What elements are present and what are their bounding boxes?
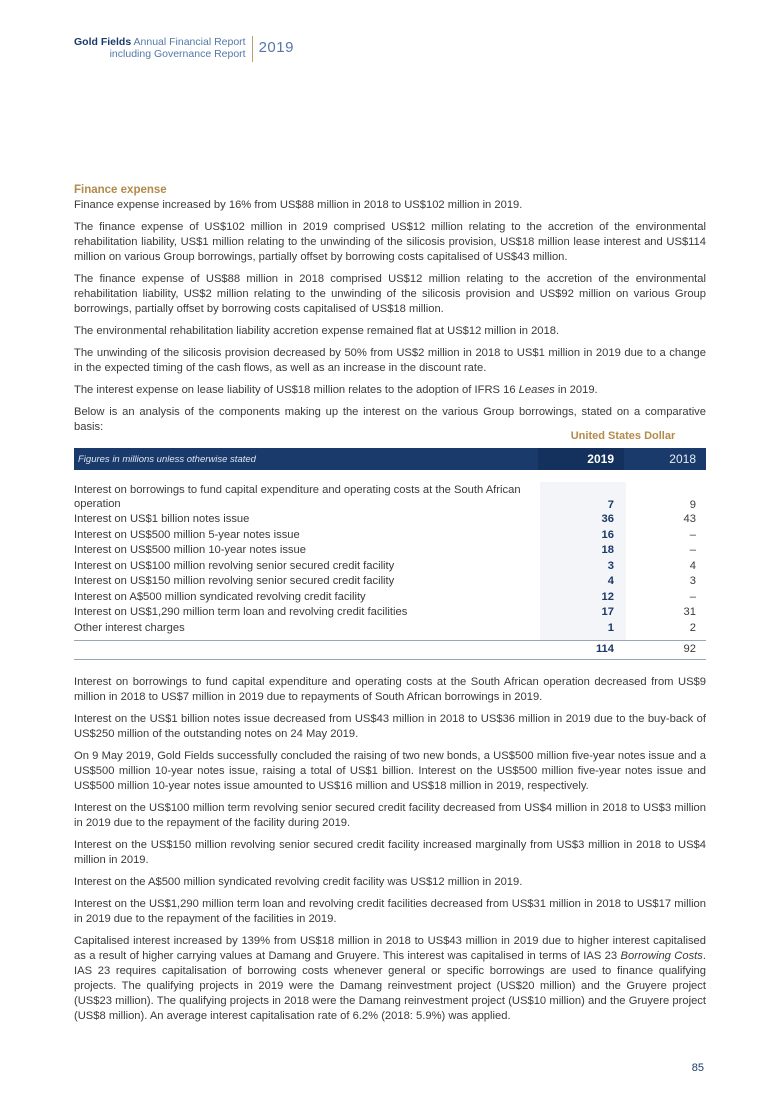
lease-text-pre: The interest expense on lease liability of US$18 million relates to the adoption of IFRS 16 — [74, 384, 519, 396]
paragraph-lease — [74, 383, 706, 398]
paragraph: Interest on the US$1 billion notes issue decreased from US$43 million in 2018 to US$36 million in 2019 due to the buy-back of US$250 million of the outstanding notes on 24 May 2019. — [74, 713, 706, 740]
paragraph: Finance expense increased by 16% from US$88 million in 2018 to US$102 million in 2019. — [74, 199, 523, 211]
row-description: Other interest charges — [74, 621, 185, 634]
value-2019: 16 — [601, 528, 614, 541]
row-description: Interest on US$100 million revolving senior secured credit facility — [74, 559, 395, 572]
table-row — [74, 528, 706, 544]
column-2019: 2019 — [587, 452, 614, 466]
table-row — [74, 512, 706, 528]
value-2018: 4 — [689, 559, 696, 572]
table-header-label: Figures in millions unless otherwise stated — [78, 454, 256, 465]
value-2019: 18 — [601, 544, 614, 556]
report-title — [74, 36, 246, 60]
table-header — [74, 448, 706, 470]
row-description: Interest on US$500 million 10-year notes issue — [74, 544, 306, 556]
cap-italic: Borrowing Costs — [620, 950, 703, 962]
lease-text-post: in 2019. — [554, 384, 598, 396]
paragraph: On 9 May 2019, Gold Fields successfully concluded the raising of two new bonds, a US$500 million five-year notes issue and a US$500 million 10-year notes issue, raising a total of US$1 billion. Interest on the US$500 million five-year notes issue and US$500 million 10-year notes issue amounted to US$16 million and US$18 million in 2019, respectively. — [74, 750, 706, 792]
paragraph: Interest on borrowings to fund capital expenditure and operating costs at the South African operation decreased from US$9 million in 2018 to US$7 million in 2019 due to repayments of South African borrowings in 2019. — [74, 676, 706, 703]
value-2019: 17 — [601, 606, 614, 618]
table-row — [74, 605, 706, 621]
value-2019: 4 — [607, 575, 614, 587]
finance-expense-section — [74, 183, 706, 442]
paragraph-capitalised-interest — [74, 934, 706, 1024]
header-divider — [252, 36, 253, 62]
value-2018: 31 — [683, 606, 696, 618]
interest-table — [74, 483, 706, 636]
paragraph: The unwinding of the silicosis provision decreased by 50% from US$2 million in 2018 to US$1 million in 2019 due to a change in the expected timing of the cash flows, as well as an increase in the discount rate. — [74, 347, 706, 374]
row-description: Interest on US$1,290 million term loan and revolving credit facilities — [74, 606, 408, 618]
row-description: Interest on A$500 million syndicated revolving credit facility — [74, 590, 366, 603]
table-row — [74, 483, 706, 512]
report-header — [74, 36, 294, 62]
value-2018: – — [689, 590, 696, 603]
value-2019: 7 — [607, 499, 614, 511]
paragraph: Interest on the US$100 million term revolving senior secured credit facility decreased from US$4 million in 2018 to US$3 million in 2019 due to the repayment of the facility during 2019. — [74, 802, 706, 829]
value-2018: – — [689, 528, 696, 541]
row-description: Interest on borrowings to fund capital expenditure and operating costs at the South African operation — [74, 484, 521, 510]
lease-italic: Leases — [518, 384, 555, 396]
report-year: 2019 — [258, 39, 294, 56]
cap-text-post: . IAS 23 requires capitalisation of borrowing costs whenever general or specific borrowings are used to finance qualifying projects. The qualifying projects in 2019 were the Damang reinvestment project (US$20 million) and the Gruyere project (US$23 million). The qualifying projects in 2018 were the Damang reinvestment project (US$10 million) and the Gruyere project (US$8 million). An average interest capitalisation rate of 6.2% (2018: 5.9%) was applied. — [74, 950, 706, 1022]
row-description: Interest on US$1 billion notes issue — [74, 513, 250, 525]
section-heading: Finance expense — [74, 184, 167, 196]
row-description: Interest on US$500 million 5-year notes issue — [74, 528, 300, 541]
table-total-row — [74, 640, 706, 660]
value-2019: 1 — [607, 621, 614, 634]
table-row — [74, 621, 706, 637]
paragraph: The environmental rehabilitation liability accretion expense remained flat at US$12 million in 2018. — [74, 325, 560, 337]
paragraph: Interest on the US$150 million revolving senior secured credit facility increased marginally from US$3 million in 2018 to US$4 million in 2019. — [74, 839, 706, 866]
value-2018: 43 — [683, 513, 696, 525]
value-2019: 3 — [607, 559, 614, 572]
page-number: 85 — [691, 1062, 704, 1074]
value-2018: 3 — [689, 575, 696, 587]
value-2018: – — [689, 544, 696, 556]
paragraph: Interest on the US$1,290 million term loan and revolving credit facilities decreased from US$31 million in 2018 to US$17 million in 2019 due to the repayment of the facilities in 2019. — [74, 898, 706, 925]
report-subtitle: including Governance Report — [109, 48, 246, 60]
report-title-text: Annual Financial Report — [133, 36, 246, 48]
total-2019: 114 — [595, 643, 614, 655]
value-2018: 2 — [689, 621, 696, 634]
value-2018: 9 — [689, 499, 696, 511]
value-2019: 12 — [601, 590, 614, 603]
total-2018: 92 — [683, 643, 696, 655]
paragraph: The finance expense of US$88 million in 2018 comprised US$12 million relating to the accretion of the environmental rehabilitation liability, US$2 million relating to the unwinding of the silicosis provision and US$92 million on various Group borrowings, partially offset by borrowing costs capitalised of US$18 million. — [74, 273, 706, 315]
table-row — [74, 543, 706, 559]
column-2018: 2018 — [669, 452, 696, 466]
row-description: Interest on US$150 million revolving senior secured credit facility — [74, 575, 395, 587]
interest-commentary — [74, 675, 706, 1031]
value-2019: 36 — [601, 513, 614, 525]
paragraph: The finance expense of US$102 million in 2019 comprised US$12 million relating to the accretion of the environmental rehabilitation liability, US$1 million relating to the unwinding of the silicosis provision, US$18 million lease interest and US$114 million on various Group borrowings, partially offset by borrowing costs capitalised of US$43 million. — [74, 221, 706, 263]
table-row — [74, 590, 706, 606]
paragraph: Interest on the A$500 million syndicated revolving credit facility was US$12 million in 2019. — [74, 876, 523, 888]
currency-label: United States Dollar — [570, 430, 676, 442]
table-row — [74, 574, 706, 590]
paragraph-table-intro: Below is an analysis of the components making up the interest on the various Group borrowings, stated on a comparative basis: — [74, 406, 706, 433]
cap-text-pre: Capitalised interest increased by 139% from US$18 million in 2018 to US$43 million in 2019 due to higher interest capitalised as a result of higher carrying values at Damang and Gruyere. This interest was capitalised in terms of IAS 23 — [74, 935, 706, 962]
company-name: Gold Fields — [74, 36, 132, 48]
table-row — [74, 559, 706, 575]
